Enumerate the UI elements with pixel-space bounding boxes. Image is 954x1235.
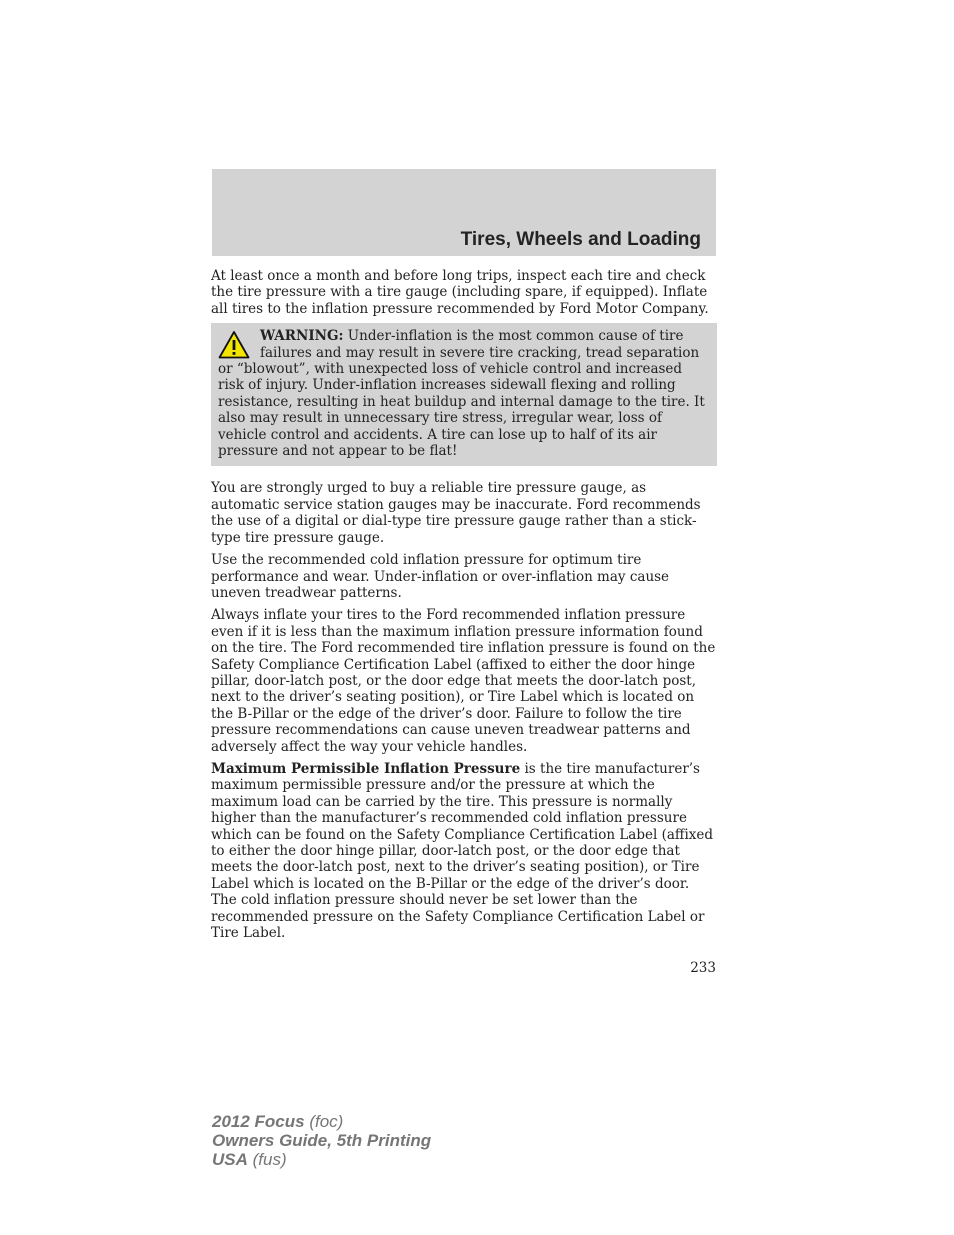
max-pressure-paragraph [211, 761, 717, 941]
footer-model: 2012 Focus [212, 1112, 305, 1131]
warning-triangle-icon [218, 330, 250, 360]
footer-guide-line [212, 1131, 431, 1150]
footer-market-line [212, 1150, 431, 1169]
cold-pressure-paragraph: Use the recommended cold inflation pressure for optimum tire performance and wear. Under-inflation or over-inflation may cause uneven treadwear patterns. [211, 552, 670, 601]
warning-text: Under-inflation is the most common cause of tire failures and may result in severe tire cracking, tread separation or “blowout”, with unexpected loss of vehicle control and increased risk of injury. Under-inflation increases sidewall flexing and rolling resistance, resulting in heat buildup and internal damage to the tire. It also may result in unnecessary tire stress, irregular wear, loss of vehicle control and accidents. A tire can lose up to half of its air pressure and not appear to be flat! [218, 328, 705, 460]
intro-paragraph: At least once a month and before long trips, inspect each tire and check the tire pressure with a tire gauge (including spare, if equipped). Inflate all tires to the inflation pressure recommended by Ford Motor Company. [211, 268, 709, 317]
section-title: Tires, Wheels and Loading [460, 229, 701, 250]
warning-label: WARNING: [260, 328, 344, 345]
footer-market-code: (fus) [247, 1150, 287, 1169]
footer-model-code: (foc) [304, 1112, 344, 1131]
max-pressure-term: Maximum Permissible Inflation Pressure [211, 760, 521, 777]
max-pressure-text: is the tire manufacturer’s maximum permissible pressure and/or the pressure at which the maximum load can be carried by the tire. This pressure is normally higher than the manufacturer’s recommended cold inflation pressure which can be found on the Safety Compliance Certification Label (affixed to either the door hinge pillar, door-latch post, or the door edge that meets the door-latch post, next to the driver’s seating position), or Tire Label which is located on the B-Pillar or the edge of the driver’s door. The cold inflation pressure should never be set lower than the recommended pressure on the Safety Compliance Certification Label or Tire Label. [211, 760, 714, 942]
footer-market: USA [212, 1150, 248, 1169]
footer-guide: Owners Guide, 5th Printing [212, 1131, 432, 1150]
footer-edition-info [212, 1112, 431, 1169]
warning-box [211, 323, 717, 466]
recommended-pressure-paragraph: Always inflate your tires to the Ford recommended inflation pressure even if it is less than the maximum inflation pressure information found on the tire. The Ford recommended tire inflation pressure is found on the Safety Compliance Certification Label (affixed to either the door hinge pillar, door-latch post, or the door edge that meets the door-latch post, next to the driver’s seating position), or Tire Label which is located on the B-Pillar or the edge of the driver’s door. Failure to follow the tire pressure recommendations can cause uneven treadwear patterns and adversely affect the way your vehicle handles. [211, 607, 716, 755]
page-number: 233 [690, 960, 716, 976]
page-body [211, 268, 717, 947]
section-header-band [212, 169, 716, 256]
gauge-paragraph: You are strongly urged to buy a reliable tire pressure gauge, as automatic service station gauges may be inaccurate. Ford recommends the use of a digital or dial-type tire pressure gauge rather than a stick-type tire pressure gauge. [211, 480, 701, 546]
footer-model-line [212, 1112, 431, 1131]
